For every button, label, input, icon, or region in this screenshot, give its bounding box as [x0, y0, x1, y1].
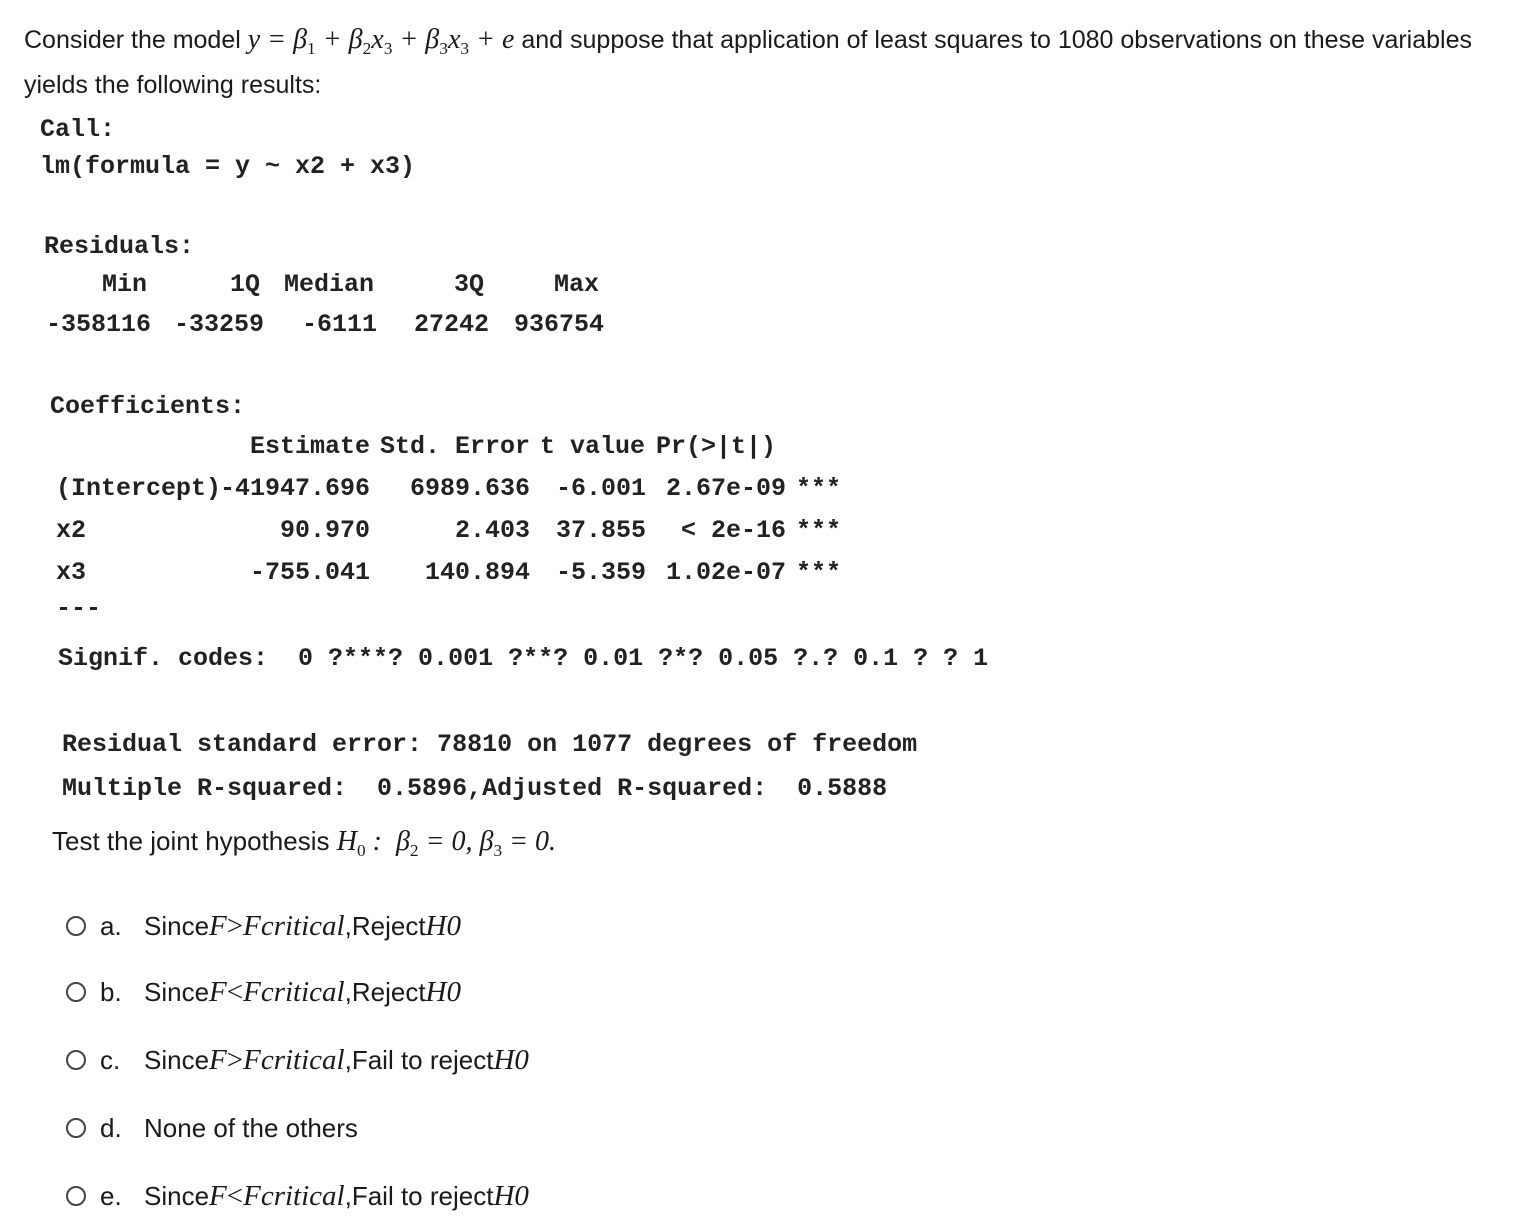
option-letter: d. [100, 1112, 122, 1143]
eq-y: y [247, 24, 261, 55]
coef-name: x3 [56, 558, 87, 587]
hyp-h: H [336, 826, 357, 857]
residual-header-3q: 3Q [454, 270, 485, 299]
eq-beta-2-sub: 2 [362, 39, 372, 59]
residual-value-min: -358116 [46, 310, 152, 339]
output-separator: --- [56, 594, 102, 623]
coef-std-error: 140.894 [424, 558, 530, 587]
eq-x-1: x [371, 24, 384, 55]
option-b[interactable] [66, 972, 461, 1012]
eq-plus-2: + [392, 24, 426, 55]
option-e[interactable] [66, 1176, 529, 1216]
option-comma: , [344, 976, 352, 1007]
residual-value-1q: -33259 [174, 310, 265, 339]
residual-header-median: Median [284, 270, 375, 299]
eq-error: e [501, 24, 515, 55]
call-label: Call: [40, 115, 116, 144]
coef-signif: *** [796, 474, 842, 503]
option-f-critical: F [243, 1179, 261, 1212]
option-f: F [209, 909, 227, 942]
eq-plus-1: + [315, 24, 349, 55]
option-f-critical: F [243, 1043, 261, 1076]
coef-t-value: -6.001 [555, 474, 646, 503]
option-operator: > [226, 1043, 244, 1076]
residual-standard-error: Residual standard error: 78810 on 1077 degrees of freedom [62, 730, 918, 759]
coef-header-t-value: t value [540, 432, 646, 461]
option-letter: c. [100, 1044, 121, 1075]
option-since: Since [144, 910, 210, 941]
option-action: Fail to reject [351, 1180, 494, 1211]
coef-name: x2 [56, 516, 87, 545]
residuals-label: Residuals: [44, 232, 195, 261]
eq-beta-1: β [293, 24, 308, 55]
question-intro [24, 22, 1514, 103]
eq-beta-2: β [348, 24, 363, 55]
option-critical-sub: critical [260, 1179, 345, 1212]
hyp-eq-1: = 0, [418, 826, 480, 857]
residual-header-1q: 1Q [230, 270, 261, 299]
hyp-beta-2-sub: 2 [409, 841, 419, 861]
radio-button-c[interactable] [66, 1050, 86, 1070]
hypothesis-statement [52, 826, 556, 861]
eq-x-1-sub: 3 [383, 39, 393, 59]
option-operator: < [226, 975, 244, 1008]
option-f-critical: F [243, 909, 261, 942]
option-since: Since [144, 1180, 210, 1211]
option-f: F [209, 975, 227, 1008]
eq-beta-3: β [425, 24, 440, 55]
option-since: Since [144, 976, 210, 1007]
intro-suffix: and suppose that application of least squares to 1080 observations on these variables yields the following results: [24, 26, 1472, 100]
signif-codes: Signif. codes: 0 ?***? 0.001 ?**? 0.01 ?*? 0.05 ?.? 0.1 ? ? 1 [58, 644, 989, 673]
option-action: Reject [351, 976, 426, 1007]
option-critical-sub: critical [260, 975, 345, 1008]
option-letter: a. [100, 910, 122, 941]
option-h-sub: 0 [446, 975, 461, 1008]
coef-estimate: -41947.696 [219, 474, 370, 503]
hyp-h-sub: 0 [356, 841, 366, 861]
radio-button-d[interactable] [66, 1118, 86, 1138]
radio-button-a[interactable] [66, 916, 86, 936]
coef-t-value: 37.855 [555, 516, 646, 545]
coef-std-error: 2.403 [454, 516, 530, 545]
option-letter: b. [100, 976, 122, 1007]
option-operator: < [226, 1179, 244, 1212]
option-since: Since [144, 1044, 210, 1075]
residual-header-min: Min [102, 270, 148, 299]
option-c[interactable] [66, 1040, 529, 1080]
option-operator: > [226, 909, 244, 942]
eq-plus-3: + [469, 24, 502, 55]
coef-signif: *** [796, 516, 842, 545]
option-letter: e. [100, 1180, 122, 1211]
coef-std-error: 6989.636 [409, 474, 530, 503]
hypothesis-prefix: Test the joint hypothesis [52, 826, 337, 856]
option-critical-sub: critical [260, 1043, 345, 1076]
coef-header-estimate: Estimate [250, 432, 371, 461]
option-f: F [209, 1043, 227, 1076]
option-h: H [493, 1043, 515, 1076]
radio-button-b[interactable] [66, 982, 86, 1002]
coef-name: (Intercept) [56, 474, 222, 503]
residual-value-median: -6111 [302, 310, 378, 339]
option-d[interactable] [66, 1108, 358, 1148]
eq-equals: = [260, 24, 294, 55]
option-h-sub: 0 [514, 1043, 529, 1076]
coef-t-value: -5.359 [555, 558, 646, 587]
r-squared: Multiple R-squared: 0.5896,Adjusted R-squared: 0.5888 [62, 774, 888, 803]
coef-estimate: 90.970 [279, 516, 370, 545]
hyp-beta-3: β [479, 826, 494, 857]
residual-value-max: 936754 [514, 310, 605, 339]
option-f-critical: F [243, 975, 261, 1008]
option-h-sub: 0 [446, 909, 461, 942]
coefficients-label: Coefficients: [50, 392, 246, 421]
option-comma: , [344, 1044, 352, 1075]
coef-estimate: -755.041 [249, 558, 370, 587]
option-f: F [209, 1179, 227, 1212]
option-h: H [425, 909, 447, 942]
option-h: H [493, 1179, 515, 1212]
hyp-beta-2: β [395, 826, 410, 857]
coef-p-value: < 2e-16 [680, 516, 786, 545]
option-critical-sub: critical [260, 909, 345, 942]
residual-header-max: Max [554, 270, 600, 299]
option-text: None of the others [144, 1112, 358, 1143]
eq-beta-1-sub: 1 [307, 39, 316, 59]
radio-button-e[interactable] [66, 1186, 86, 1206]
eq-x-2-sub: 3 [460, 39, 470, 59]
option-comma: , [344, 910, 352, 941]
eq-beta-3-sub: 3 [439, 39, 448, 59]
option-action: Fail to reject [351, 1044, 494, 1075]
hyp-colon: : [365, 826, 396, 857]
call-formula: lm(formula = y ~ x2 + x3) [40, 152, 416, 181]
coef-header-p-value: Pr(>|t|) [656, 432, 777, 461]
option-action: Reject [351, 910, 426, 941]
hyp-beta-3-sub: 3 [493, 841, 503, 861]
option-h-sub: 0 [514, 1179, 529, 1212]
option-a[interactable] [66, 906, 461, 946]
option-comma: , [344, 1180, 352, 1211]
residual-value-3q: 27242 [414, 310, 490, 339]
coef-p-value: 1.02e-07 [665, 558, 786, 587]
intro-prefix: Consider the model [24, 26, 248, 54]
hyp-eq-2: = 0. [502, 826, 557, 857]
eq-x-2: x [447, 24, 461, 55]
coef-header-std-error: Std. Error [380, 432, 531, 461]
option-h: H [425, 975, 447, 1008]
coef-p-value: 2.67e-09 [665, 474, 786, 503]
model-equation [247, 24, 515, 59]
coef-signif: *** [796, 558, 842, 587]
hypothesis-math [336, 826, 557, 861]
